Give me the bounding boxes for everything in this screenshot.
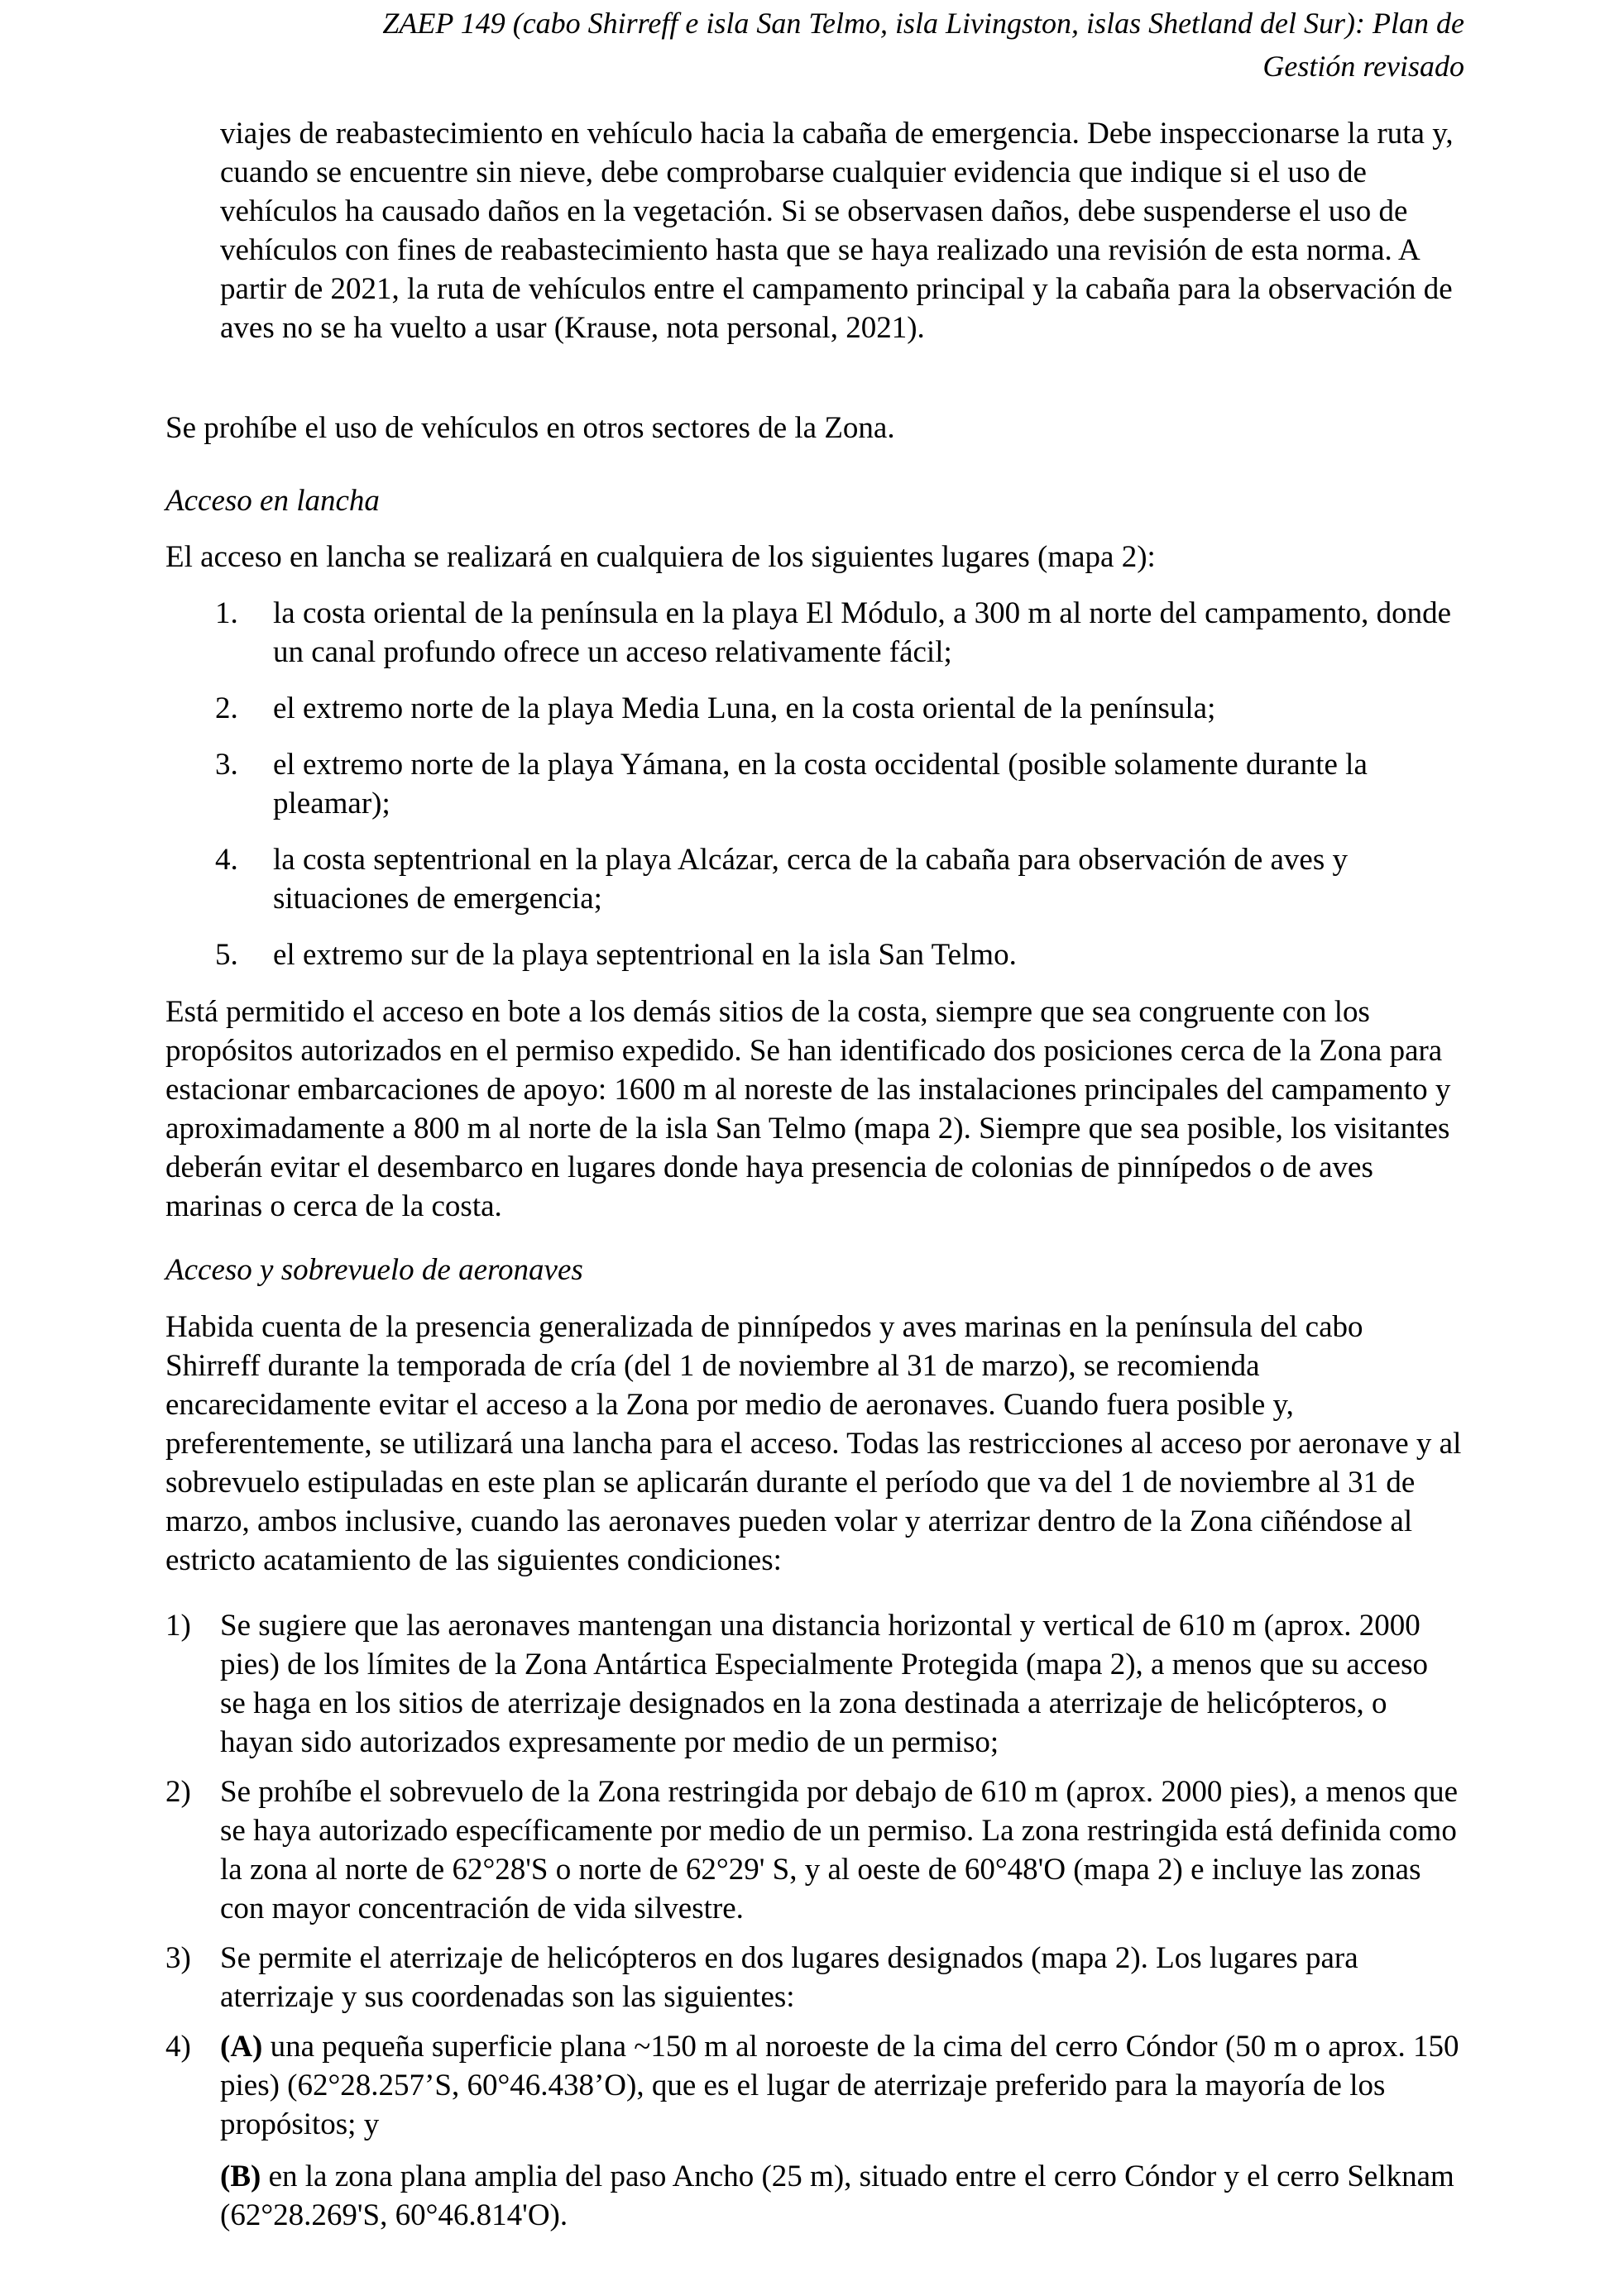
site-text-b: en la zona plana amplia del paso Ancho (25 m), situado entre el cerro Cóndor y el cerro Selknam (62°28.269'S, 60°46.814'O). [220, 2160, 1454, 2232]
boat-access-intro: El acceso en lancha se realizará en cualquiera de los siguientes lugares (mapa 2): [165, 540, 1156, 574]
list-item-number: 2. [215, 691, 238, 725]
list-item-number: 3) [165, 1941, 191, 1975]
vehicle-prohibition-paragraph: Se prohíbe el uso de vehículos en otros sectores de la Zona. [165, 411, 895, 445]
page-header [165, 2, 1464, 88]
list-item-text: el extremo norte de la playa Media Luna, en la costa oriental de la península; [273, 691, 1216, 725]
header-line-1: ZAEP 149 (cabo Shirreff e isla San Telmo, isla Livingston, islas Shetland del Sur): Plan de [382, 7, 1464, 40]
list-item-number: 1. [215, 596, 238, 630]
aircraft-access-intro: Habida cuenta de la presencia generalizada de pinnípedos y aves marinas en la península del cabo Shirreff durante la temporada de cría (del 1 de noviembre al 31 de marzo), se recomienda encarecidamente evitar el acceso a la Zona por medio de aeronaves. Cuando fuera posible y, preferentemente, se utilizará una lancha para el acceso. Todas las restricciones al acceso por aeronave y al sobrevuelo estipuladas en este plan se aplicarán durante el período que va del 1 de noviembre al 31 de marzo, ambos inclusive, cuando las aeronaves pueden volar y aterrizar dentro de la Zona ciñéndose al estricto acatamiento de las siguientes condiciones: [165, 1310, 1462, 1577]
site-text-a: una pequeña superficie plana ~150 m al noroeste de la cima del cerro Cóndor (50 m o aprox. 150 pies) (62°28.257’S, 60°46.438’O), que es el lugar de aterrizaje preferido para la mayoría de los propósitos; y [220, 2030, 1459, 2141]
landing-site-b [220, 2157, 1461, 2235]
list-item-text: el extremo norte de la playa Yámana, en la costa occidental (posible solamente durante la pleamar); [273, 748, 1368, 820]
boat-access-heading: Acceso en lancha [165, 484, 380, 518]
list-item-text [220, 2027, 1461, 2144]
list-item-number: 5. [215, 938, 238, 972]
list-item-text: Se sugiere que las aeronaves mantengan una distancia horizontal y vertical de 610 m (aprox. 2000 pies) de los límites de la Zona Antártica Especialmente Protegida (mapa 2), a menos que su acceso se haga en los sitios de aterrizaje designados en la zona destinada a aterrizaje de helicópteros, o hayan sido autorizados expresamente por medio de un permiso; [220, 1609, 1428, 1759]
list-item-text: Se prohíbe el sobrevuelo de la Zona restringida por debajo de 610 m (aprox. 2000 pies), a menos que se haya autorizado específicamente por medio de un permiso. La zona restringida está definida como la zona al norte de 62°28'S o norte de 62°29' S, y al oeste de 60°48'O (mapa 2) e incluye las zonas con mayor concentración de vida silvestre. [220, 1775, 1459, 1925]
continued-paragraph: viajes de reabastecimiento en vehículo hacia la cabaña de emergencia. Debe inspeccionarse la ruta y, cuando se encuentre sin nieve, debe comprobarse cualquier evidencia que indique si el uso de vehículos ha causado daños en la vegetación. Si se observasen daños, debe suspenderse el uso de vehículos con fines de reabastecimiento hasta que se haya realizado una revisión de esta norma. A partir de 2021, la ruta de vehículos entre el campamento principal y la cabaña para la observación de aves no se ha vuelto a usar (Krause, nota personal, 2021). [220, 117, 1454, 345]
list-item-number: 1) [165, 1609, 191, 1643]
header-line-2: Gestión revisado [1262, 50, 1464, 83]
list-item-text: el extremo sur de la playa septentrional en la isla San Telmo. [273, 938, 1017, 972]
list-item-number: 4. [215, 843, 238, 877]
list-item-number: 2) [165, 1775, 191, 1809]
list-item-text: Se permite el aterrizaje de helicópteros en dos lugares designados (mapa 2). Los lugares para aterrizaje y sus coordenadas son las siguientes: [220, 1941, 1358, 2014]
list-item-text: la costa oriental de la península en la playa El Módulo, a 300 m al norte del campamento, donde un canal profundo ofrece un acceso relativamente fácil; [273, 596, 1452, 669]
boat-access-paragraph: Está permitido el acceso en bote a los demás sitios de la costa, siempre que sea congruente con los propósitos autorizados en el permiso expedido. Se han identificado dos posiciones cerca de la Zona para estacionar embarcaciones de apoyo: 1600 m al noreste de las instalaciones principales del campamento y aproximadamente a 800 m al norte de la isla San Telmo (mapa 2). Siempre que sea posible, los visitantes deberán evitar el desembarco en lugares donde haya presencia de colonias de pinnípedos o de aves marinas o cerca de la costa. [165, 995, 1451, 1223]
list-item-text: la costa septentrional en la playa Alcázar, cerca de la cabaña para observación de aves y situaciones de emergencia; [273, 843, 1348, 916]
site-label-a: (A) [220, 2030, 263, 2064]
aircraft-access-heading: Acceso y sobrevuelo de aeronaves [165, 1253, 583, 1287]
list-item-number: 3. [215, 748, 238, 782]
site-label-b: (B) [220, 2160, 261, 2193]
list-item-number: 4) [165, 2030, 191, 2064]
